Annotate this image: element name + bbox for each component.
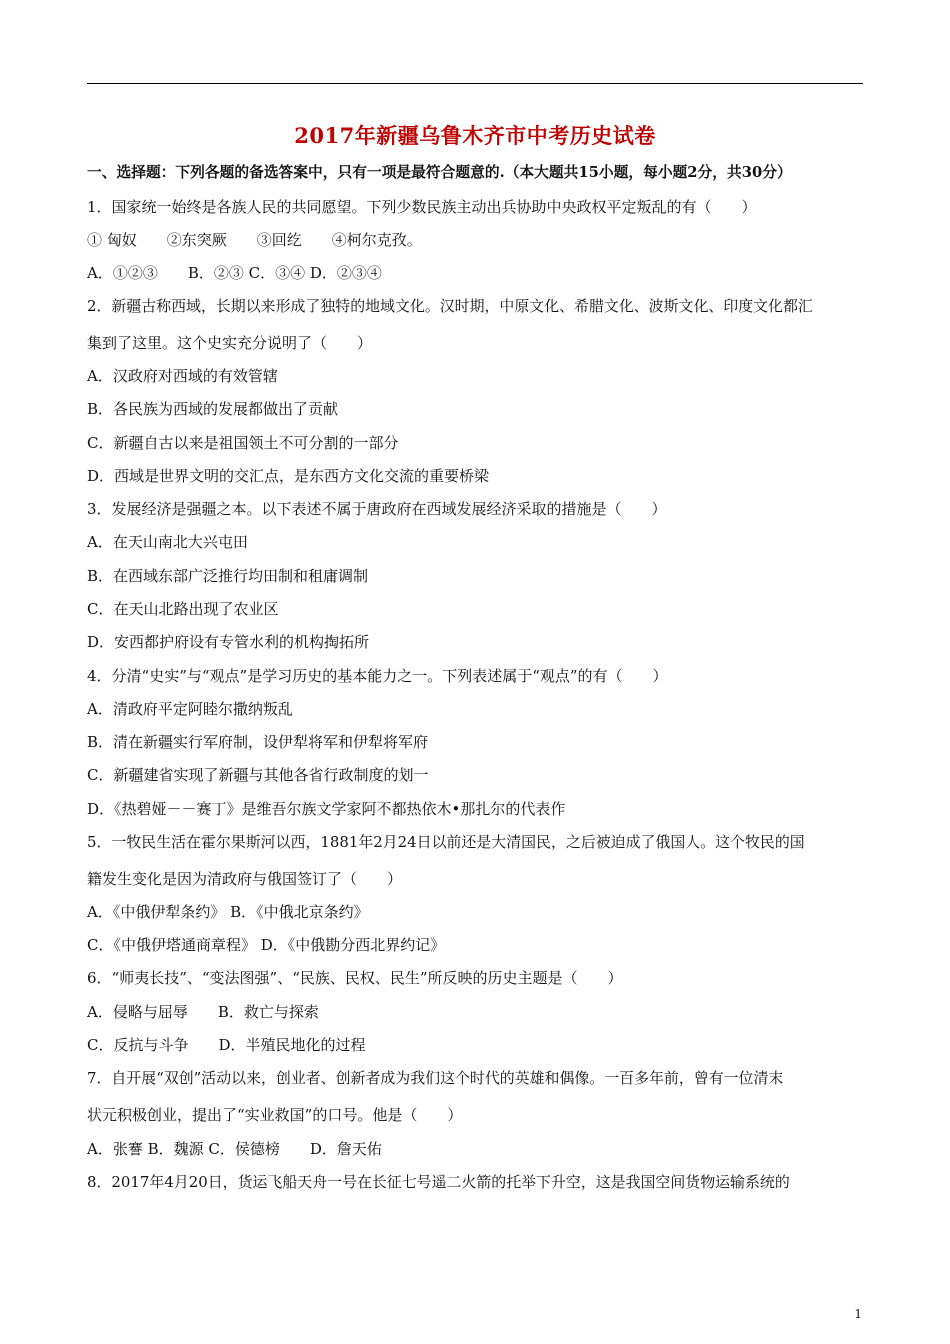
- question-7-options: A．张謇 B．魏源 C．侯德榜 D．詹天佑: [87, 1140, 382, 1158]
- page-title: 2017年新疆乌鲁木齐市中考历史试卷: [294, 123, 656, 148]
- question-4-option-a: A．清政府平定阿睦尔撒纳叛乱: [87, 700, 293, 718]
- question-5-stem-line-1: 5．一牧民生活在霍尔果斯河以西，1881年2月24日以前还是大清国民，之后被迫成了俄国人。这个牧民的国: [87, 833, 805, 851]
- header-rule: [87, 83, 863, 84]
- question-1-options: A．①②③ B．②③ C．③④ D．②③④: [87, 264, 382, 282]
- question-6-stem: 6．“师夷长技”、“变法图强”、“民族、民权、民生”所反映的历史主题是（ ）: [87, 969, 623, 987]
- question-2-stem-line-2: 集到了这里。这个史实充分说明了（ ）: [87, 334, 373, 352]
- question-1-items: ① 匈奴 ②东突厥 ③回纥 ④柯尔克孜。: [87, 231, 422, 249]
- question-3-option-d: D．安西都护府设有专管水利的机构掏拓所: [87, 633, 370, 651]
- question-4-stem: 4．分清“史实”与“观点”是学习历史的基本能力之一。下列表述属于“观点”的有（ ）: [87, 667, 668, 685]
- question-4-option-d: D．《热碧娅－－赛丁》是维吾尔族文学家阿不都热依木•那扎尔的代表作: [87, 800, 566, 818]
- question-2-option-c: C．新疆自古以来是祖国领土不可分割的一部分: [87, 434, 399, 452]
- question-5-stem-line-2: 籍发生变化是因为清政府与俄国签订了（ ）: [87, 870, 403, 888]
- question-4-option-b: B．清在新疆实行军府制，设伊犁将军和伊犁将军府: [87, 733, 429, 751]
- question-3-option-c: C．在天山北路出现了农业区: [87, 600, 279, 618]
- question-7-stem-line-1: 7．自开展“双创”活动以来，创业者、创新者成为我们这个时代的英雄和偶像。一百多年前，曾有一位清末: [87, 1069, 784, 1087]
- question-2-option-b: B．各民族为西域的发展都做出了贡献: [87, 400, 339, 418]
- question-2-option-d: D．西域是世界文明的交汇点，是东西方文化交流的重要桥梁: [87, 467, 490, 485]
- question-7-stem-line-2: 状元积极创业，提出了“实业救国”的口号。他是（ ）: [87, 1106, 463, 1124]
- question-5-options-cd: C．《中俄伊塔通商章程》 D．《中俄勘分西北界约记》: [87, 936, 446, 954]
- question-2-stem-line-1: 2．新疆古称西域，长期以来形成了独特的地域文化。汉时期，中原文化、希腊文化、波斯文化、印度文化都汇: [87, 297, 813, 315]
- section-header: 一、选择题：下列各题的备选答案中，只有一项是最符合题意的.（本大题共15小题，每小题2分，共30分）: [87, 163, 792, 181]
- question-1-stem: 1．国家统一始终是各族人民的共同愿望。下列少数民族主动出兵协助中央政权平定叛乱的有（ ）: [87, 198, 757, 216]
- question-6-options-ab: A．侵略与屈辱 B．救亡与探索: [87, 1003, 319, 1021]
- question-6-options-cd: C．反抗与斗争 D．半殖民地化的过程: [87, 1036, 366, 1054]
- question-3-option-b: B．在西域东部广泛推行均田制和租庸调制: [87, 567, 369, 585]
- question-5-options-ab: A．《中俄伊犁条约》 B．《中俄北京条约》: [87, 903, 369, 921]
- page-number: 1: [854, 1307, 862, 1321]
- question-8-stem-line-1: 8．2017年4月20日，货运飞船天舟一号在长征七号遥二火箭的托举下升空，这是我国空间货物运输系统的: [87, 1173, 790, 1191]
- question-2-option-a: A．汉政府对西域的有效管辖: [87, 367, 278, 385]
- question-3-stem: 3．发展经济是强疆之本。以下表述不属于唐政府在西域发展经济采取的措施是（ ）: [87, 500, 667, 518]
- question-4-option-c: C．新疆建省实现了新疆与其他各省行政制度的划一: [87, 766, 429, 784]
- question-3-option-a: A．在天山南北大兴屯田: [87, 533, 248, 551]
